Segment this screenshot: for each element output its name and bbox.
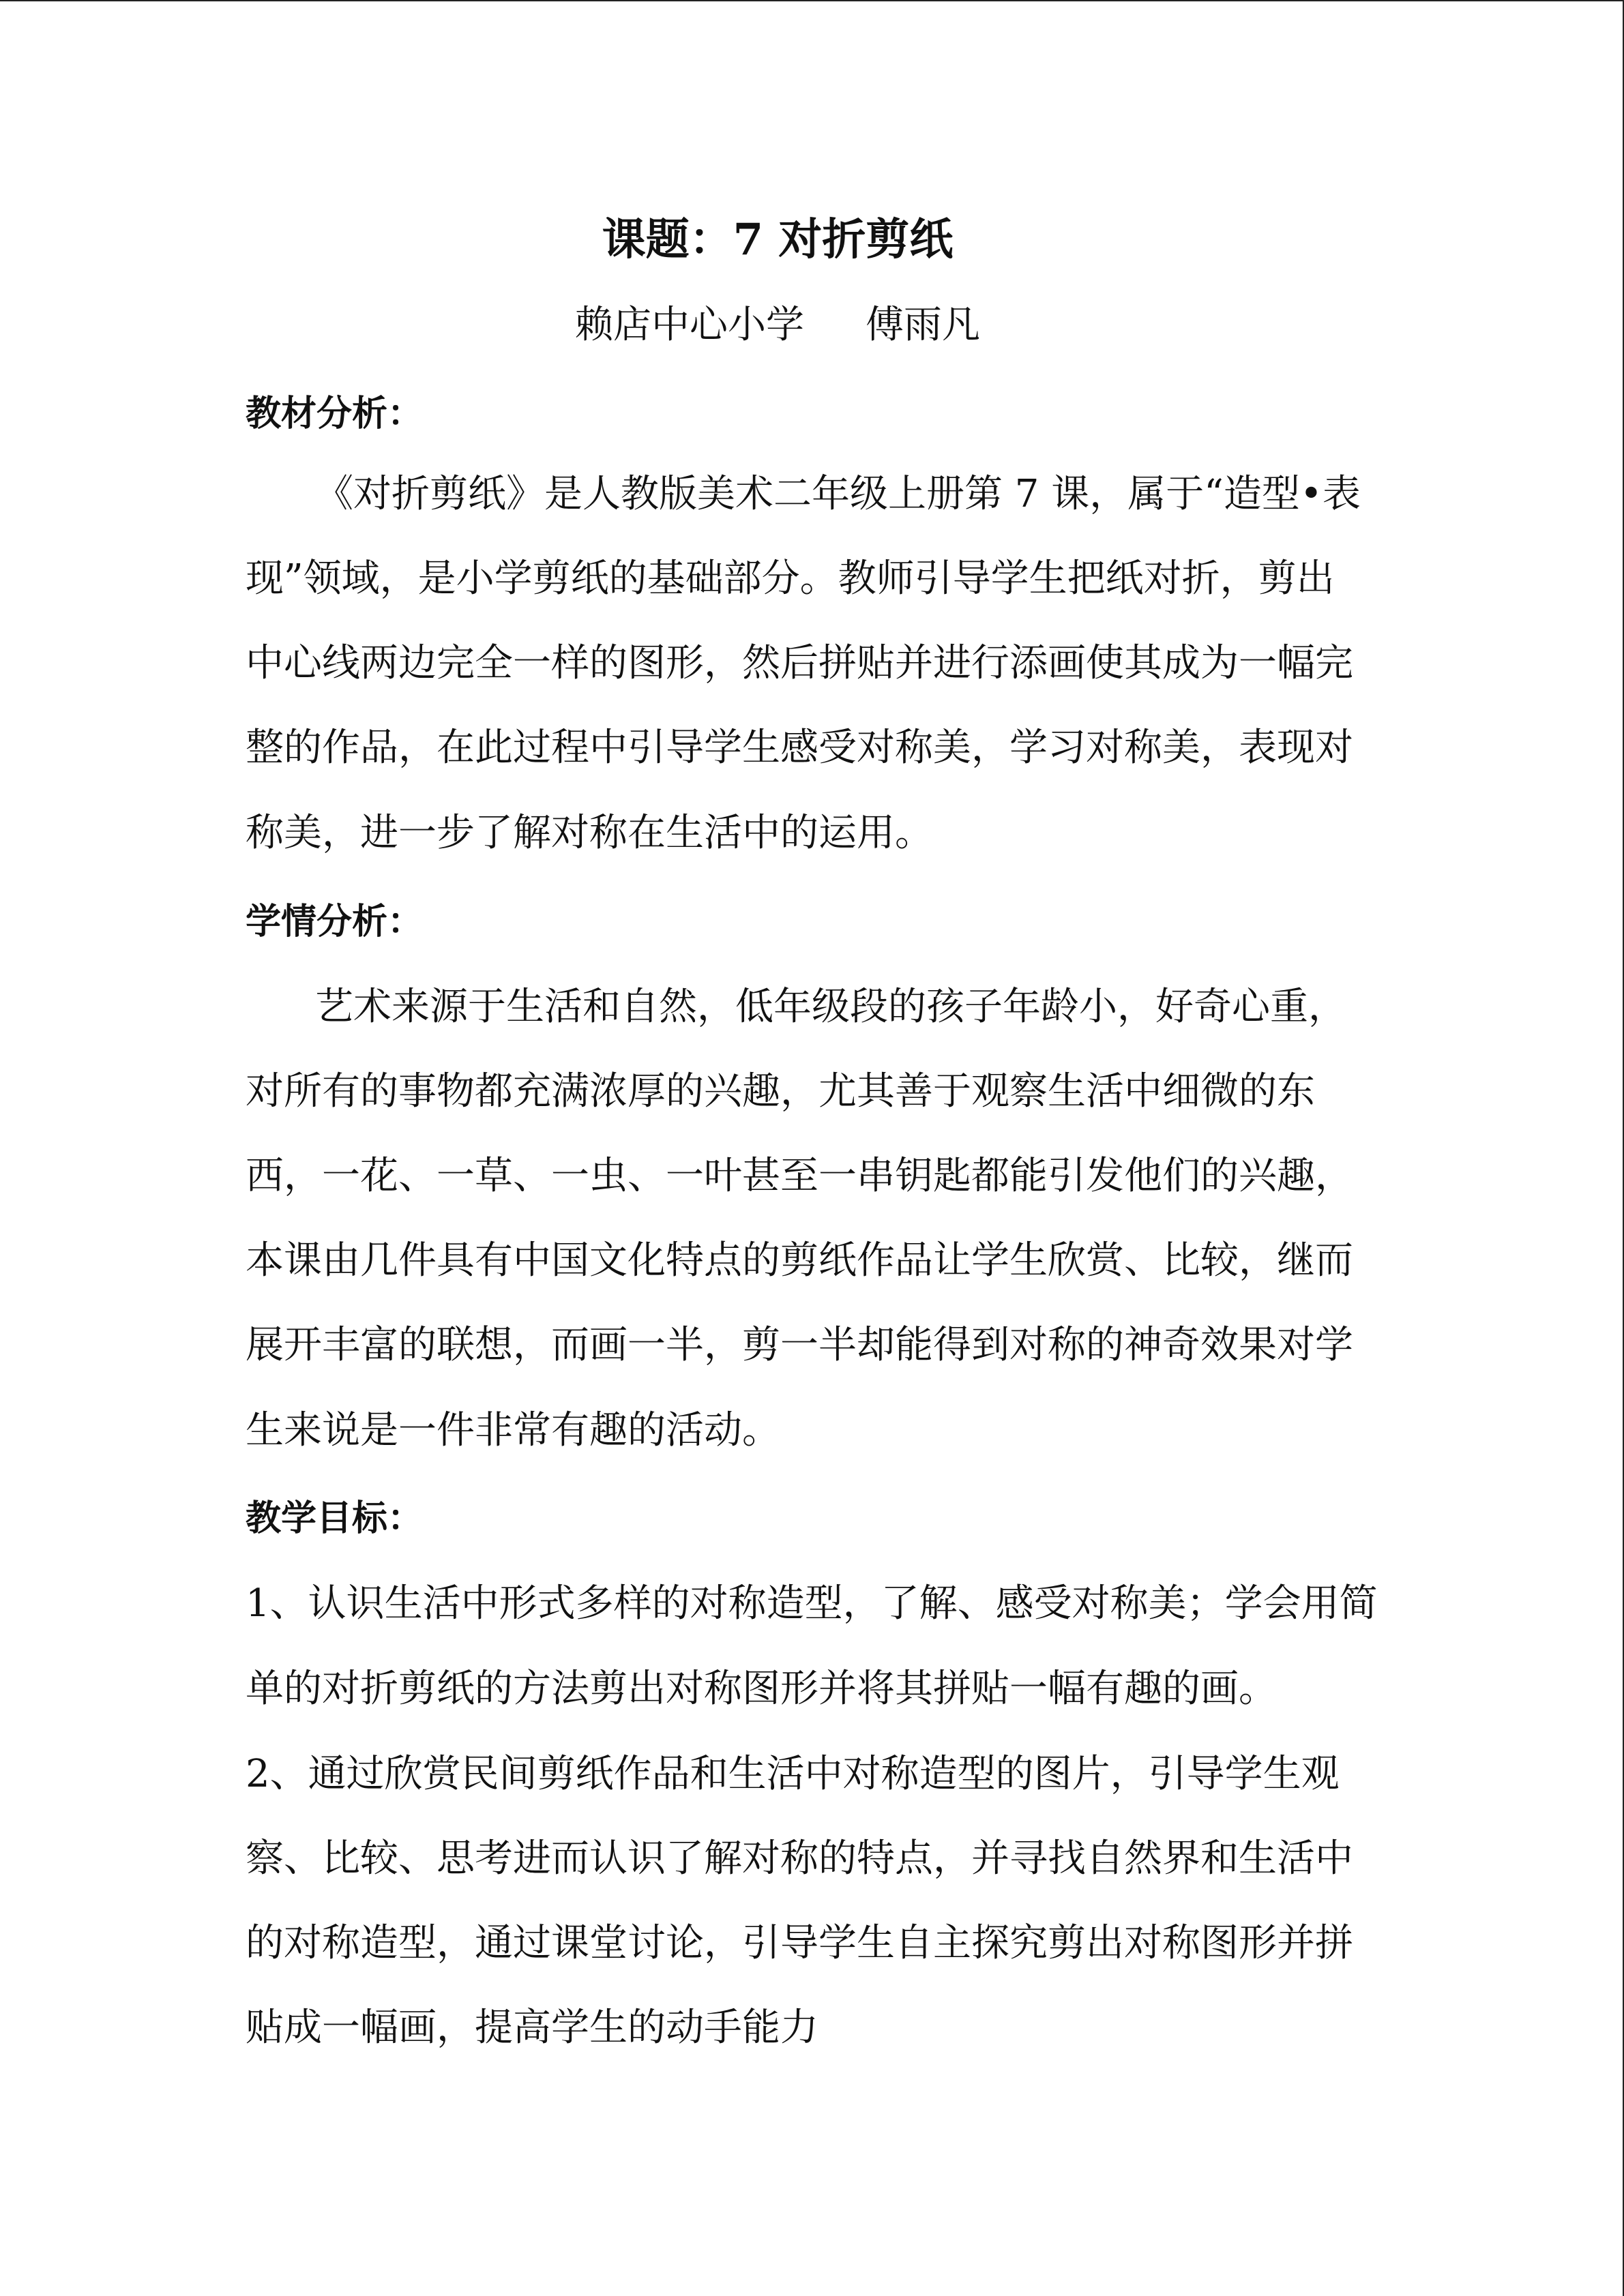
paragraph-line: 对所有的事物都充满浓厚的兴趣，尤其善于观察生活中细微的东 (246, 1069, 1315, 1114)
paragraph-line: 2、通过欣赏民间剪纸作品和生活中对称造型的图片，引导学生观 (246, 1752, 1340, 1796)
paragraph-line: 贴成一幅画，提高学生的动手能力 (246, 2006, 818, 2050)
paragraph-line: 西，一花、一草、一虫、一叶甚至一串钥匙都能引发他们的兴趣， (246, 1154, 1353, 1198)
lesson-title: 课题：7 对折剪纸 (602, 214, 954, 265)
section-heading-student-analysis: 学情分析： (246, 901, 424, 942)
paragraph-line: 艺术来源于生活和自然，低年级段的孩子年龄小，好奇心重， (315, 985, 1346, 1029)
paragraph-line: 的对称造型，通过课堂讨论，引导学生自主探究剪出对称图形并拼 (246, 1921, 1353, 1965)
paragraph-line: 中心线两边完全一样的图形，然后拼贴并进行添画使其成为一幅完 (246, 641, 1353, 685)
author-name: 傅雨凡 (866, 303, 980, 347)
section-heading-teaching-goals: 教学目标： (246, 1497, 424, 1539)
paragraph-line: 现”领域，是小学剪纸的基础部分。教师引导学生把纸对折，剪出 (246, 556, 1335, 601)
section-heading-textbook-analysis: 教材分析： (246, 393, 424, 434)
paragraph-line: 本课由几件具有中国文化特点的剪纸作品让学生欣赏、比较，继而 (246, 1238, 1353, 1283)
paragraph-line: 1、认识生活中形式多样的对称造型，了解、感受对称美；学会用简 (246, 1581, 1378, 1626)
paragraph-line: 生来说是一件非常有趣的活动。 (246, 1408, 780, 1452)
paragraph-line: 整的作品，在此过程中引导学生感受对称美，学习对称美，表现对 (246, 726, 1353, 770)
author-line (246, 295, 1310, 356)
paragraph-line: 察、比较、思考进而认识了解对称的特点，并寻找自然界和生活中 (246, 1836, 1353, 1881)
paragraph-line: 称美，进一步了解对称在生活中的运用。 (246, 811, 933, 855)
paragraph-line: 《对折剪纸》是人教版美术二年级上册第 7 课，属于“造型•表 (315, 472, 1361, 516)
paragraph-line: 单的对折剪纸的方法剪出对称图形并将其拼贴一幅有趣的画。 (246, 1667, 1277, 1711)
paragraph-line: 展开丰富的联想，而画一半，剪一半却能得到对称的神奇效果对学 (246, 1323, 1353, 1367)
school-name: 赖店中心小学 (575, 303, 804, 347)
